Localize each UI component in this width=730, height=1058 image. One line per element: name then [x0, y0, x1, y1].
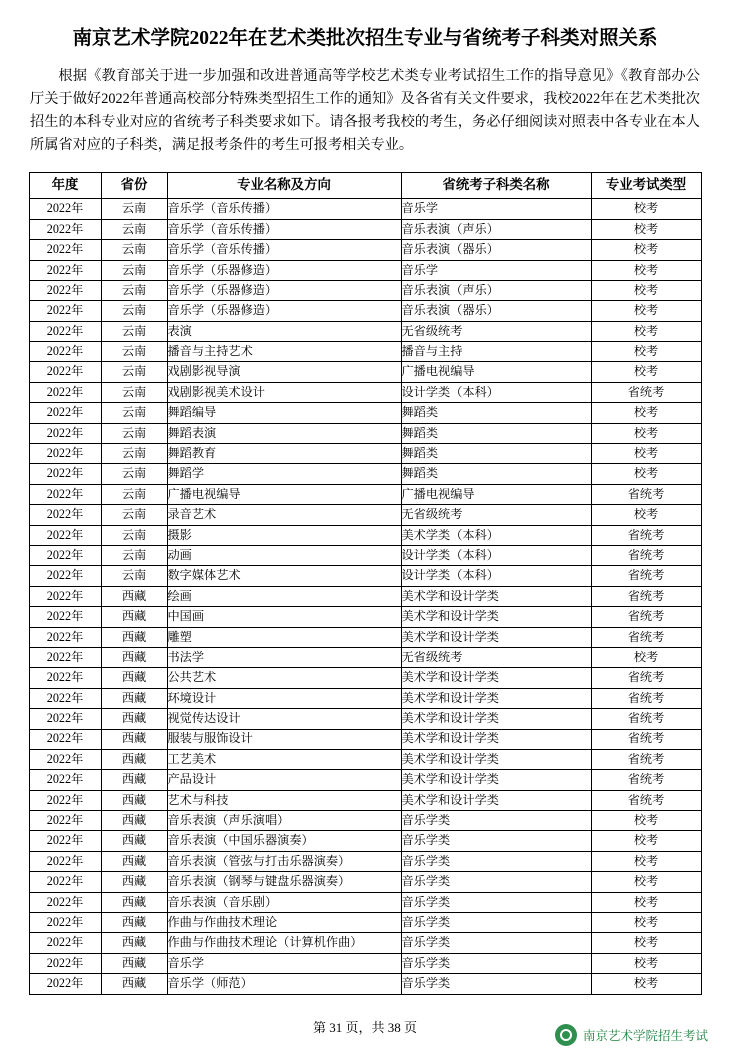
cell-year: 2022年 [29, 668, 101, 688]
cell-province: 云南 [101, 321, 167, 341]
table-row [29, 382, 701, 402]
cell-exam-type: 省统考 [591, 790, 701, 810]
table-row [29, 892, 701, 912]
cell-province: 云南 [101, 444, 167, 464]
cell-province: 西藏 [101, 913, 167, 933]
cell-subject: 美术学类（本科） [401, 525, 591, 545]
table-row [29, 301, 701, 321]
table-row [29, 933, 701, 953]
cell-subject: 舞蹈类 [401, 403, 591, 423]
table-row [29, 647, 701, 667]
cell-year: 2022年 [29, 974, 101, 994]
cell-subject: 舞蹈类 [401, 464, 591, 484]
cell-major: 音乐学（音乐传播） [167, 199, 401, 219]
cell-province: 西藏 [101, 851, 167, 871]
cell-province: 西藏 [101, 729, 167, 749]
cell-province: 云南 [101, 199, 167, 219]
cell-province: 西藏 [101, 749, 167, 769]
cell-major: 数字媒体艺术 [167, 566, 401, 586]
cell-province: 西藏 [101, 688, 167, 708]
cell-province: 云南 [101, 566, 167, 586]
cell-province: 云南 [101, 260, 167, 280]
table-row [29, 545, 701, 565]
cell-subject: 音乐学 [401, 199, 591, 219]
cell-subject: 音乐学类 [401, 851, 591, 871]
table-row [29, 566, 701, 586]
cell-exam-type: 省统考 [591, 688, 701, 708]
cell-major: 广播电视编导 [167, 484, 401, 504]
cell-year: 2022年 [29, 301, 101, 321]
cell-year: 2022年 [29, 913, 101, 933]
cell-major: 表演 [167, 321, 401, 341]
cell-year: 2022年 [29, 545, 101, 565]
table-row [29, 321, 701, 341]
cell-province: 云南 [101, 342, 167, 362]
cell-major: 舞蹈编导 [167, 403, 401, 423]
cell-major: 摄影 [167, 525, 401, 545]
table-row [29, 403, 701, 423]
cell-subject: 美术学和设计学类 [401, 790, 591, 810]
cell-exam-type: 校考 [591, 831, 701, 851]
cell-subject: 美术学和设计学类 [401, 770, 591, 790]
cell-major: 录音艺术 [167, 505, 401, 525]
table-row [29, 953, 701, 973]
column-header-province: 省份 [101, 173, 167, 199]
cell-year: 2022年 [29, 362, 101, 382]
cell-subject: 美术学和设计学类 [401, 586, 591, 606]
table-row [29, 709, 701, 729]
table-row [29, 484, 701, 504]
column-header-major: 专业名称及方向 [167, 173, 401, 199]
cell-major: 雕塑 [167, 627, 401, 647]
cell-major: 音乐学（乐器修造） [167, 280, 401, 300]
cell-subject: 广播电视编导 [401, 362, 591, 382]
cell-major: 音乐学（乐器修造） [167, 260, 401, 280]
cell-year: 2022年 [29, 423, 101, 443]
cell-subject: 美术学和设计学类 [401, 688, 591, 708]
cell-subject: 设计学类（本科） [401, 382, 591, 402]
cell-exam-type: 校考 [591, 362, 701, 382]
table-row [29, 729, 701, 749]
cell-exam-type: 校考 [591, 301, 701, 321]
table-body [29, 199, 701, 994]
table-row [29, 525, 701, 545]
cell-subject: 音乐表演（声乐） [401, 280, 591, 300]
cell-province: 西藏 [101, 953, 167, 973]
cell-subject: 美术学和设计学类 [401, 627, 591, 647]
cell-major: 动画 [167, 545, 401, 565]
cell-year: 2022年 [29, 647, 101, 667]
cell-province: 西藏 [101, 872, 167, 892]
cell-province: 云南 [101, 280, 167, 300]
cell-major: 戏剧影视导演 [167, 362, 401, 382]
cell-exam-type: 省统考 [591, 607, 701, 627]
cell-province: 云南 [101, 423, 167, 443]
table-row [29, 749, 701, 769]
cell-year: 2022年 [29, 607, 101, 627]
cell-exam-type: 校考 [591, 342, 701, 362]
cell-exam-type: 校考 [591, 974, 701, 994]
cell-year: 2022年 [29, 444, 101, 464]
cell-major: 艺术与科技 [167, 790, 401, 810]
table-row [29, 280, 701, 300]
cell-exam-type: 校考 [591, 321, 701, 341]
cell-province: 云南 [101, 362, 167, 382]
cell-year: 2022年 [29, 688, 101, 708]
table-row [29, 586, 701, 606]
cell-province: 西藏 [101, 586, 167, 606]
cell-year: 2022年 [29, 280, 101, 300]
cell-major: 音乐表演（声乐演唱） [167, 811, 401, 831]
cell-major: 音乐表演（钢琴与键盘乐器演奏） [167, 872, 401, 892]
cell-exam-type: 校考 [591, 219, 701, 239]
cell-exam-type: 省统考 [591, 709, 701, 729]
cell-year: 2022年 [29, 749, 101, 769]
wechat-official-account-icon [555, 1024, 577, 1046]
cell-exam-type: 校考 [591, 933, 701, 953]
cell-year: 2022年 [29, 790, 101, 810]
cell-major: 公共艺术 [167, 668, 401, 688]
cell-exam-type: 校考 [591, 647, 701, 667]
cell-major: 音乐学 [167, 953, 401, 973]
cell-year: 2022年 [29, 342, 101, 362]
cell-exam-type: 省统考 [591, 566, 701, 586]
cell-subject: 美术学和设计学类 [401, 668, 591, 688]
cell-province: 西藏 [101, 709, 167, 729]
cell-subject: 无省级统考 [401, 321, 591, 341]
cell-exam-type: 省统考 [591, 627, 701, 647]
cell-subject: 音乐学类 [401, 892, 591, 912]
cell-province: 云南 [101, 505, 167, 525]
cell-year: 2022年 [29, 831, 101, 851]
cell-subject: 美术学和设计学类 [401, 709, 591, 729]
cell-subject: 美术学和设计学类 [401, 749, 591, 769]
table-row [29, 688, 701, 708]
cell-exam-type: 省统考 [591, 545, 701, 565]
cell-major: 舞蹈学 [167, 464, 401, 484]
cell-exam-type: 校考 [591, 892, 701, 912]
cell-year: 2022年 [29, 627, 101, 647]
table-row [29, 913, 701, 933]
table-row [29, 342, 701, 362]
cell-province: 西藏 [101, 892, 167, 912]
cell-year: 2022年 [29, 484, 101, 504]
cell-year: 2022年 [29, 953, 101, 973]
cell-major: 舞蹈教育 [167, 444, 401, 464]
cell-exam-type: 省统考 [591, 525, 701, 545]
intro-paragraph: 根据《教育部关于进一步加强和改进普通高等学校艺术类专业考试招生工作的指导意见》《教育部办公厅关于做好2022年普通高校部分特殊类型招生工作的通知》及各省有关文件要求，我校2022年在艺术类批次招生的本科专业对应的省统考子科类要求如下。请各报考我校的考生，务必仔细阅读对照表中各专业在本人所属省对应的子科类，满足报考条件的考生可报考相关专业。 [30, 68, 700, 154]
cell-subject: 音乐学 [401, 260, 591, 280]
cell-subject: 舞蹈类 [401, 423, 591, 443]
cell-major: 舞蹈表演 [167, 423, 401, 443]
cell-exam-type: 省统考 [591, 586, 701, 606]
cell-subject: 音乐表演（器乐） [401, 240, 591, 260]
cell-year: 2022年 [29, 892, 101, 912]
cell-major: 音乐表演（中国乐器演奏） [167, 831, 401, 851]
cell-province: 云南 [101, 403, 167, 423]
cell-province: 西藏 [101, 974, 167, 994]
cell-subject: 无省级统考 [401, 505, 591, 525]
table-row [29, 199, 701, 219]
cell-exam-type: 省统考 [591, 668, 701, 688]
wechat-account-label: 南京艺术学院招生考试 [582, 1029, 708, 1043]
cell-major: 工艺美术 [167, 749, 401, 769]
table-row [29, 423, 701, 443]
cell-subject: 音乐学类 [401, 913, 591, 933]
cell-province: 西藏 [101, 668, 167, 688]
cell-subject: 无省级统考 [401, 647, 591, 667]
cell-province: 西藏 [101, 627, 167, 647]
cell-province: 西藏 [101, 647, 167, 667]
cell-exam-type: 校考 [591, 240, 701, 260]
cell-province: 云南 [101, 525, 167, 545]
cell-province: 云南 [101, 464, 167, 484]
cell-subject: 美术学和设计学类 [401, 607, 591, 627]
column-header-exam-type: 专业考试类型 [591, 173, 701, 199]
cell-province: 云南 [101, 219, 167, 239]
cell-exam-type: 校考 [591, 464, 701, 484]
cell-year: 2022年 [29, 770, 101, 790]
cell-year: 2022年 [29, 464, 101, 484]
cell-exam-type: 校考 [591, 403, 701, 423]
column-header-subject: 省统考子科类名称 [401, 173, 591, 199]
cell-year: 2022年 [29, 586, 101, 606]
cell-major: 服装与服饰设计 [167, 729, 401, 749]
cell-year: 2022年 [29, 709, 101, 729]
cell-year: 2022年 [29, 566, 101, 586]
cell-major: 音乐表演（管弦与打击乐器演奏） [167, 851, 401, 871]
cell-subject: 音乐学类 [401, 974, 591, 994]
page-title: 南京艺术学院2022年在艺术类批次招生专业与省统考子科类对照关系 [72, 28, 658, 49]
table-row [29, 444, 701, 464]
cell-subject: 播音与主持 [401, 342, 591, 362]
cell-province: 云南 [101, 301, 167, 321]
cell-exam-type: 省统考 [591, 382, 701, 402]
cell-major: 书法学 [167, 647, 401, 667]
table-row [29, 872, 701, 892]
cell-major: 作曲与作曲技术理论 [167, 913, 401, 933]
cell-province: 云南 [101, 484, 167, 504]
cell-subject: 音乐表演（器乐） [401, 301, 591, 321]
cell-year: 2022年 [29, 851, 101, 871]
cell-subject: 广播电视编导 [401, 484, 591, 504]
cell-year: 2022年 [29, 219, 101, 239]
table-row [29, 240, 701, 260]
cell-major: 作曲与作曲技术理论（计算机作曲） [167, 933, 401, 953]
cell-year: 2022年 [29, 811, 101, 831]
cell-province: 西藏 [101, 831, 167, 851]
cell-major: 视觉传达设计 [167, 709, 401, 729]
cell-year: 2022年 [29, 729, 101, 749]
table-row [29, 607, 701, 627]
page-footer: 第 31 页，共 38 页 [312, 1020, 417, 1035]
cell-major: 音乐学（音乐传播） [167, 240, 401, 260]
cell-province: 西藏 [101, 811, 167, 831]
cell-province: 西藏 [101, 933, 167, 953]
cell-province: 西藏 [101, 607, 167, 627]
cell-exam-type: 校考 [591, 913, 701, 933]
cell-province: 西藏 [101, 770, 167, 790]
table-row [29, 260, 701, 280]
cell-subject: 音乐学类 [401, 811, 591, 831]
cell-exam-type: 校考 [591, 872, 701, 892]
cell-year: 2022年 [29, 382, 101, 402]
intro-section [30, 65, 700, 157]
table-row [29, 505, 701, 525]
cell-exam-type: 省统考 [591, 484, 701, 504]
cell-exam-type: 校考 [591, 811, 701, 831]
table-header-row [29, 173, 701, 199]
cell-major: 音乐学（乐器修造） [167, 301, 401, 321]
cell-exam-type: 校考 [591, 199, 701, 219]
cell-subject: 设计学类（本科） [401, 545, 591, 565]
table-row [29, 790, 701, 810]
cell-year: 2022年 [29, 240, 101, 260]
wechat-account-block [555, 1024, 708, 1046]
cell-exam-type: 校考 [591, 423, 701, 443]
table-row [29, 851, 701, 871]
table-row [29, 974, 701, 994]
cell-year: 2022年 [29, 321, 101, 341]
cell-exam-type: 省统考 [591, 729, 701, 749]
cell-major: 中国画 [167, 607, 401, 627]
cell-major: 音乐表演（音乐剧） [167, 892, 401, 912]
cell-subject: 设计学类（本科） [401, 566, 591, 586]
cell-year: 2022年 [29, 403, 101, 423]
cell-year: 2022年 [29, 872, 101, 892]
cell-province: 云南 [101, 545, 167, 565]
table-row [29, 668, 701, 688]
document-page [0, 26, 730, 1058]
cell-year: 2022年 [29, 505, 101, 525]
cell-province: 西藏 [101, 790, 167, 810]
table-row [29, 831, 701, 851]
cell-major: 戏剧影视美术设计 [167, 382, 401, 402]
cell-major: 音乐学（音乐传播） [167, 219, 401, 239]
cell-subject: 音乐学类 [401, 831, 591, 851]
cell-subject: 音乐表演（声乐） [401, 219, 591, 239]
cell-subject: 音乐学类 [401, 953, 591, 973]
cell-major: 音乐学（师范） [167, 974, 401, 994]
cell-province: 云南 [101, 382, 167, 402]
cell-subject: 美术学和设计学类 [401, 729, 591, 749]
cell-exam-type: 省统考 [591, 749, 701, 769]
cell-major: 产品设计 [167, 770, 401, 790]
cell-subject: 音乐学类 [401, 933, 591, 953]
cell-subject: 音乐学类 [401, 872, 591, 892]
cell-year: 2022年 [29, 260, 101, 280]
cell-exam-type: 校考 [591, 953, 701, 973]
table-row [29, 811, 701, 831]
cell-year: 2022年 [29, 525, 101, 545]
table-row [29, 362, 701, 382]
cell-major: 环境设计 [167, 688, 401, 708]
cell-exam-type: 校考 [591, 444, 701, 464]
table-row [29, 464, 701, 484]
table-row [29, 627, 701, 647]
cell-year: 2022年 [29, 199, 101, 219]
table-row [29, 770, 701, 790]
cell-province: 云南 [101, 240, 167, 260]
column-header-year: 年度 [29, 173, 101, 199]
cell-subject: 舞蹈类 [401, 444, 591, 464]
cell-exam-type: 省统考 [591, 770, 701, 790]
cell-major: 播音与主持艺术 [167, 342, 401, 362]
table-row [29, 219, 701, 239]
cell-exam-type: 校考 [591, 851, 701, 871]
cell-exam-type: 校考 [591, 260, 701, 280]
cell-major: 绘画 [167, 586, 401, 606]
cell-exam-type: 校考 [591, 505, 701, 525]
cell-exam-type: 校考 [591, 280, 701, 300]
major-subject-mapping-table [29, 172, 702, 994]
cell-year: 2022年 [29, 933, 101, 953]
